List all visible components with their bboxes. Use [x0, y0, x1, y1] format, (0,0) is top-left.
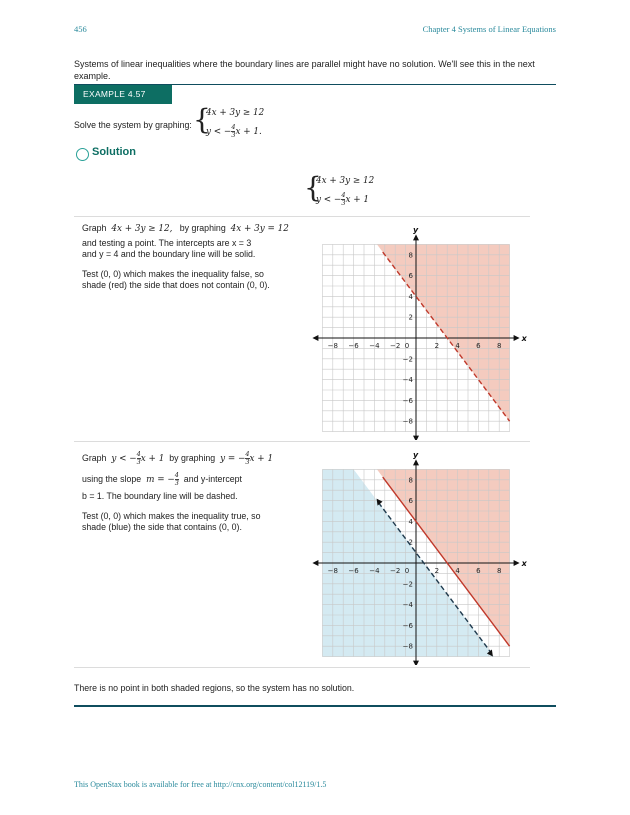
- y-axis-arrow: [413, 436, 419, 440]
- check-circle-icon: [76, 148, 89, 161]
- x-tick-label: −6: [348, 342, 359, 350]
- x-axis-arrow: [514, 335, 520, 341]
- x-tick-label: 0: [404, 342, 410, 350]
- y-axis-label: y: [413, 450, 419, 460]
- x-tick-label: −2: [390, 567, 401, 575]
- x-tick-label: −2: [390, 342, 401, 350]
- y-axis-arrow: [413, 661, 419, 665]
- x-tick-label: −6: [348, 567, 359, 575]
- y-tick-label: 4: [408, 517, 413, 526]
- x-tick-label: 0: [404, 567, 410, 575]
- x-tick-label: 4: [455, 567, 460, 575]
- divider: [74, 441, 530, 442]
- y-tick-label: 6: [408, 272, 413, 281]
- x-axis-arrow: [312, 335, 318, 341]
- graph-1: [302, 218, 530, 440]
- y-tick-label: −2: [402, 580, 413, 589]
- y-axis-arrow: [413, 234, 419, 240]
- example-ineq2: y < − $\frac{4}{3}$ x + 1.: [206, 123, 262, 139]
- step2-text: Graph y < − $\frac{4}{3}$ x + 1 by graphing y = − $\frac{4}{3}$ x + 1 using the slope m = − $\frac{4}{3}$ and y-intercept b = 1. The boundary line will be dashed. Test (0, 0) which makes the inequality true, so shade (blue) the side that contains (0, 0).: [82, 450, 274, 532]
- y-tick-label: −6: [402, 396, 413, 405]
- y-tick-label: −4: [402, 601, 413, 610]
- graph-2: [302, 443, 530, 665]
- solution-brace: {: [304, 171, 322, 204]
- y-tick-label: 6: [408, 497, 413, 506]
- example-ineq1: 4x + 3y ≥ 12: [206, 108, 265, 118]
- x-tick-label: 8: [496, 342, 502, 350]
- y-axis-arrow: [413, 459, 419, 465]
- y-axis-label: y: [413, 225, 419, 235]
- example-brace: {: [193, 103, 211, 136]
- x-tick-label: −8: [327, 567, 338, 575]
- solution-title: Solution: [92, 146, 136, 158]
- divider: [74, 216, 530, 217]
- solution-ineq1: 4x + 3y ≥ 12: [316, 176, 375, 186]
- example-badge: EXAMPLE 4.57: [74, 85, 172, 104]
- y-tick-label: −4: [402, 376, 413, 385]
- x-axis-arrow: [312, 560, 318, 566]
- x-tick-label: 4: [455, 342, 460, 350]
- x-tick-label: 2: [434, 567, 440, 575]
- example-prompt: Solve the system by graphing:: [74, 120, 192, 130]
- x-axis-arrow: [514, 560, 520, 566]
- x-tick-label: −8: [327, 342, 338, 350]
- intro-paragraph: Systems of linear inequalities where the boundary lines are parallel might have no solution. We'll see this in the next example.: [74, 59, 535, 81]
- y-tick-label: −2: [402, 355, 413, 364]
- chapter-title: Chapter 4 Systems of Linear Equations: [422, 24, 556, 34]
- y-tick-label: 2: [408, 313, 413, 322]
- x-axis-label: x: [521, 559, 527, 568]
- x-tick-label: −4: [369, 342, 380, 350]
- y-tick-label: 2: [408, 538, 413, 547]
- example-bottom-rule: [74, 705, 556, 707]
- y-tick-label: 8: [408, 476, 413, 485]
- x-tick-label: −4: [369, 567, 380, 575]
- footer-note: This OpenStax book is available for free at http://cnx.org/content/col12119/1.5: [74, 780, 327, 789]
- step1-text: Graph 4x + 3y ≥ 12, by graphing 4x + 3y = 12 and testing a point. The intercepts are x = 3 and y = 4 and the boundary line will be solid. Test (0, 0) which makes the inequality false, so shade (red) the side that does not contain (0, 0).: [82, 223, 289, 290]
- y-tick-label: 8: [408, 251, 413, 260]
- x-tick-label: 6: [476, 567, 481, 575]
- x-tick-label: 6: [476, 342, 481, 350]
- y-tick-label: −6: [402, 621, 413, 630]
- page-number: 456: [74, 24, 87, 34]
- y-tick-label: −8: [402, 642, 413, 651]
- x-tick-label: 2: [434, 342, 440, 350]
- conclusion: There is no point in both shaded regions, so the system has no solution.: [74, 683, 355, 693]
- x-axis-label: x: [521, 334, 527, 343]
- y-tick-label: −8: [402, 417, 413, 426]
- solution-ineq2: y < − $\frac{4}{3}$ x + 1: [316, 191, 369, 207]
- y-tick-label: 4: [408, 292, 413, 301]
- x-tick-label: 8: [496, 567, 502, 575]
- divider: [74, 667, 530, 668]
